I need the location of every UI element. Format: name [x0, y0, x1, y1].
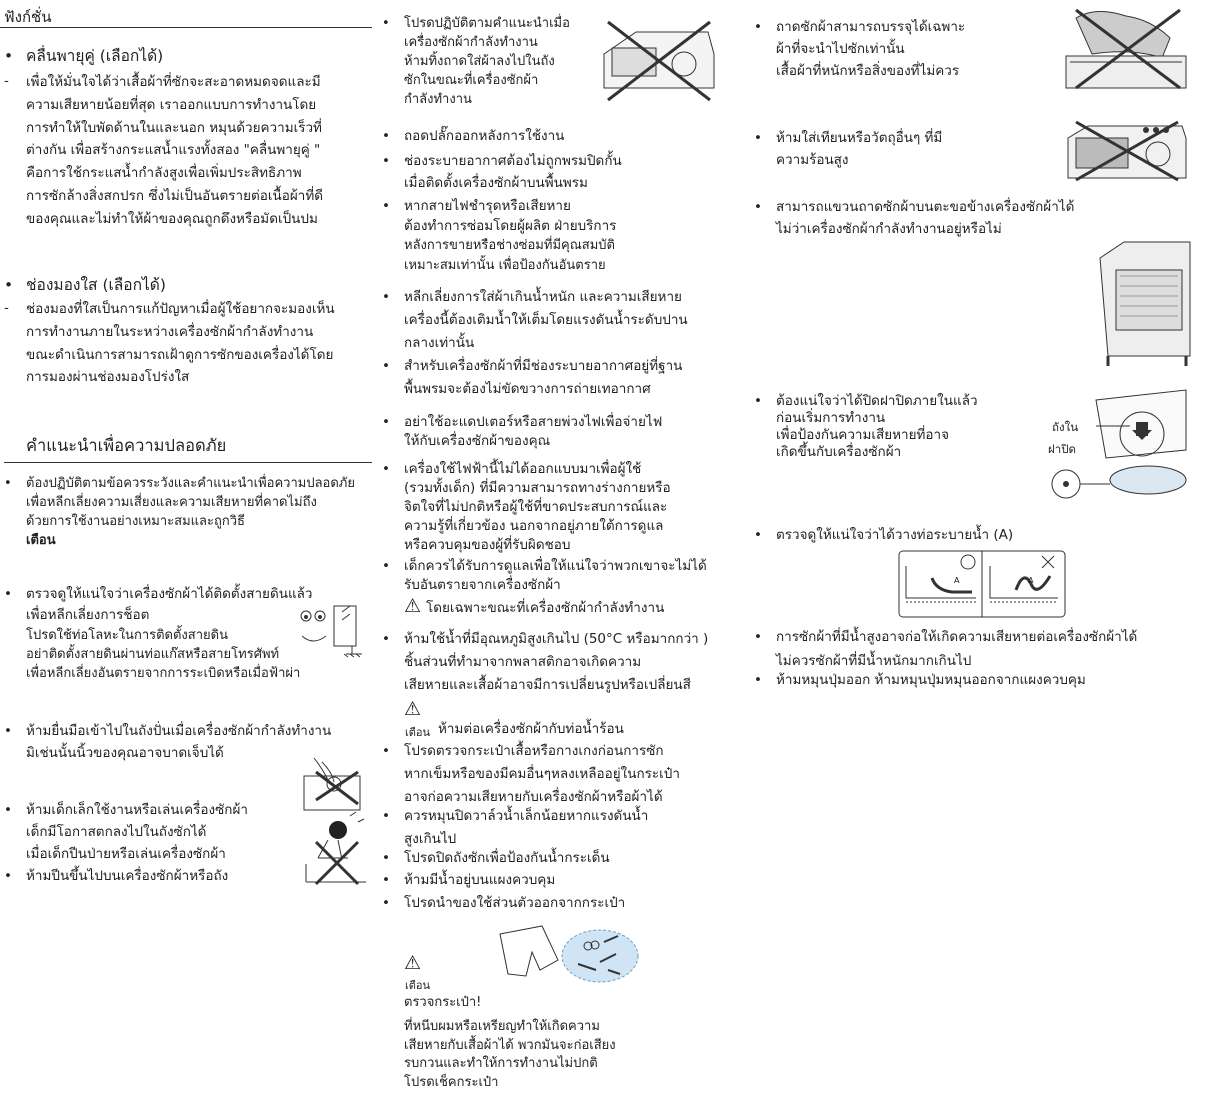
text-line: มิเช่นนั้นนิ้วของคุณอาจบาดเจ็บได้ — [26, 745, 224, 761]
text-line: ความรู้ที่เกี่ยวข้อง นอกจากอยู่ภายใต้การดูแล — [404, 518, 664, 534]
text-line: การซักล้างสิ่งสกปรก ซึ่งไม่เป็นอันตรายต่อเนื้อผ้าที่ดี — [26, 187, 323, 204]
text-line: • ช่องระบายอากาศต้องไม่ถูกพรมปิดกั้น — [404, 153, 622, 169]
text-line: • โปรดตรวจกระเป๋าเสื้อหรือกางเกงก่อนการซัก — [404, 743, 664, 759]
close-tub-item: • โปรดปิดถังซักเพื่อป้องกันน้ำกระเด็น — [404, 848, 610, 870]
vent-item — [404, 150, 622, 194]
text-line: ต่างกัน เพื่อสร้างกระแสน้ำแรงทั้งสอง "คลื่นพายุคู่ " — [26, 142, 321, 159]
text-line: • การซักผ้าที่มีน้ำสูงอาจก่อให้เกิดความเสียหายต่อเครื่องซักผ้าได้ — [776, 629, 1138, 645]
text-line: • ต้องปฏิบัติตามข้อควรระวังและคำแนะนำเพื่อความปลอดภัย — [26, 476, 355, 491]
hose-label-right: A — [1028, 576, 1034, 585]
climb-item: • ห้ามปีนขึ้นไปบนเครื่องซักผ้าหรือถัง — [26, 866, 228, 888]
ground-item — [26, 584, 313, 683]
knob-item: • ห้ามหมุนปุ่มออก ห้ามหมุนปุ่มหมุนออกจากแผงควบคุม — [776, 670, 1086, 692]
text-line: การมองผ่านช่องมองโปร่งใส — [26, 369, 190, 386]
section-title-functions: ฟังก์ชั่น — [4, 8, 52, 26]
inner-lid-item — [776, 393, 978, 461]
text-line: กำลังทำงาน — [404, 92, 472, 107]
base-vent-item — [404, 355, 682, 401]
text-line: ไม่ว่าเครื่องซักผ้ากำลังทำงานอยู่หรือไม่ — [776, 221, 1002, 237]
text-line: เสียหายและเสื้อผ้าอาจมีการเปลี่ยนรูปหรือเปลี่ยนสี — [404, 677, 691, 693]
text-line: • เด็กควรได้รับการดูแลเพื่อให้แน่ใจว่าพวกเขาจะไม่ได้ — [404, 558, 707, 574]
text-line: เพื่อป้องกันความเสียหายที่อาจ — [776, 427, 950, 443]
tray-in-tub-illustration — [598, 14, 720, 104]
overload-item — [404, 286, 688, 355]
text-line: ให้กับเครื่องซักผ้าของคุณ — [404, 433, 551, 449]
text-line: อย่าติดตั้งสายดินผ่านท่อแก๊สหรือสายโทรศัพท์ — [26, 647, 280, 662]
text-line: ผ้าที่จะนำไปซักเท่านั้น — [776, 41, 905, 57]
text-line: • อย่าใช้อะแดปเตอร์หรือสายพ่วงไฟเพื่อจ่ายไฟ — [404, 414, 663, 430]
text-line: • ต้องแน่ใจว่าได้ปิดฝาปิดภายในแล้ว — [776, 393, 978, 409]
warning-icon: ⚠ — [404, 952, 422, 974]
text-line: ที่หนีบผมหรือเหรียญทำให้เกิดความ — [404, 1019, 600, 1034]
label-lid: ฝาปิด — [1048, 442, 1076, 456]
text-line: • เครื่องใช้ไฟฟ้านี้ไม่ได้ออกแบบมาเพื่อผู้ใช้ — [404, 461, 642, 477]
text-line: ความร้อนสูง — [776, 152, 849, 168]
during-operation-note: โดยเฉพาะขณะที่เครื่องซักผ้ากำลังทำงาน — [426, 600, 665, 616]
label-inner-tub: ถังใน — [1052, 420, 1079, 434]
section-rule-safety — [4, 462, 372, 463]
text-line: ขณะดำเนินการสามารถเฝ้าดูการซักของเครื่องได้โดย — [26, 346, 334, 363]
text-line: เครื่องซักผ้ากำลังทำงาน — [404, 35, 538, 50]
text-line: จิตใจที่ไม่ปกติหรือผู้ใช้ที่ขาดประสบการณ์และ — [404, 499, 668, 515]
text-line: เสียหายกับเสื้อผ้าได้ พวกมันจะก่อเสียง — [404, 1037, 616, 1053]
child-item — [26, 799, 248, 865]
text-line: โปรดใช้ท่อโลหะในการติดตั้งสายดิน — [26, 628, 228, 643]
text-line: (รวมทั้งเด็ก) ที่มีความสามารถทางร่างกายหรือ — [404, 480, 671, 496]
text-line: การทำให้ใบพัดด้านในและนอก หมุนด้วยความเร็วที่ — [26, 119, 322, 136]
panel-water-item: • ห้ามมีน้ำอยู่บนแผงควบคุม — [404, 870, 555, 892]
text-line: กลางเท่านั้น — [404, 335, 475, 351]
window-body — [26, 298, 335, 389]
text-line: เครื่องนี้ต้องเติมน้ำให้เต็มโดยแรงดันน้ำระดับปาน — [404, 312, 688, 328]
supervise-item — [404, 557, 707, 595]
text-line: • โปรดปฏิบัติตามคำแนะนำเมื่อ — [404, 16, 570, 31]
pockets-illustration — [496, 924, 640, 986]
hang-tray-illustration — [1094, 236, 1196, 370]
text-line: คือการใช้กระแสน้ำกำลังสูงเพื่อเพิ่มประสิทธิภาพ — [26, 165, 302, 182]
text-line: หรือควบคุมของผู้ที่รับผิดชอบ — [404, 537, 571, 553]
warning-icon: ⚠ — [404, 698, 422, 720]
text-line: ห้ามทิ้งถาดใส่ผ้าลงไปในถัง — [404, 54, 555, 69]
wind-body — [26, 71, 323, 231]
text-line: • ห้ามเด็กเล็กใช้งานหรือเล่นเครื่องซักผ้า — [26, 802, 248, 818]
ground-illustration — [298, 602, 368, 658]
text-line: อาจก่อความเสียหายกับเครื่องซักผ้าหรือผ้าได้ — [404, 789, 663, 805]
candle-illustration — [1064, 118, 1190, 184]
hose-label-left: A — [954, 576, 960, 585]
section-title-safety: คำแนะนำเพื่อความปลอดภัย — [26, 436, 227, 455]
text-line: - เพื่อให้มั่นใจได้ว่าเสื้อผ้าที่ซักจะสะอาดหมดจดและมี — [26, 74, 321, 90]
text-line: • สามารถแขวนถาดซักผ้าบนตะขอข้างเครื่องซักผ้าได้ — [776, 199, 1075, 215]
text-line: เพื่อหลีกเลี่ยงอันตรายจากการระเบิดหรือเมื่อฟ้าผ่า — [26, 666, 301, 681]
pockets-item — [404, 740, 680, 809]
text-line: ชิ้นส่วนที่ทำมาจากพลาสติกอาจเกิดความ — [404, 654, 642, 670]
window-title: • ช่องมองใส (เลือกได้) — [26, 273, 166, 298]
drain-hose-item: • ตรวจดูให้แน่ใจว่าได้วางท่อระบายน้ำ (A) — [776, 525, 1013, 547]
text-line: เมื่อติดตั้งเครื่องซักผ้าบนพื้นพรม — [404, 175, 588, 191]
text-line: • ตรวจดูให้แน่ใจว่าเครื่องซักผ้าได้ติดตั้งสายดินแล้ว — [26, 586, 313, 602]
hand-illustration — [300, 754, 370, 814]
text-line: ไม่ควรซักผ้าที่มีน้ำหนักมากเกินไป — [776, 653, 972, 669]
warning-small-label: เตือน — [405, 979, 431, 992]
valve-item — [404, 805, 648, 851]
warning-icon: ⚠ — [404, 595, 422, 617]
text-line: รบกวนและทำให้การทำงานไม่ปกติ — [404, 1056, 598, 1071]
text-line: เพื่อหลีกเลี่ยงความเสี่ยงและความเสียหายที่คาดไม่ถึง — [26, 495, 317, 510]
text-line: ของคุณและไม่ทำให้ผ้าของคุณถูกดึงหรือมัดเป็นปม — [26, 210, 318, 227]
text-line: • สำหรับเครื่องซักผ้าที่มีช่องระบายอากาศอยู่ที่ฐาน — [404, 358, 683, 374]
text-line: เกิดขึ้นกับเครื่องซักผ้า — [776, 444, 902, 460]
text-line: ความเสียหายน้อยที่สุด เราออกแบบการทำงานโดย — [26, 96, 317, 113]
text-line: ก่อนเริ่มการทำงาน — [776, 410, 886, 426]
inner-lid-illustration — [1046, 388, 1198, 502]
high-water-item — [776, 625, 1137, 673]
text-line: เหมาะสมเท่านั้น เพื่อป้องกันอันตราย — [404, 258, 606, 273]
text-line: • ถาดซักผ้าสามารถบรรจุได้เฉพาะ — [776, 19, 966, 35]
wind-title: • คลื่นพายุคู่ (เลือกได้) — [26, 44, 163, 69]
heavy-clothes-illustration — [1062, 4, 1192, 92]
text-line: โปรดเช็คกระเป๋า — [404, 1074, 499, 1090]
text-line: เด็กมีโอกาสตกลงไปในถังซักได้ — [26, 824, 207, 840]
text-line: ด้วยการใช้งานอย่างเหมาะสมและถูกวิธี — [26, 514, 245, 529]
check-pockets-body — [404, 1018, 616, 1092]
tray-item — [776, 16, 965, 82]
text-line: ซักในขณะที่เครื่องซักผ้า — [404, 73, 539, 88]
text-line: ต้องทำการซ่อมโดยผู้ผลิต ฝ่ายบริการ — [404, 218, 617, 234]
safety-intro — [26, 474, 355, 550]
hot-water-item — [404, 628, 708, 697]
text-line: หากเข็มหรือของมีคมอื่นๆหลงเหลืออยู่ในกระเป๋า — [404, 766, 680, 782]
text-line: • ห้ามยื่นมือเข้าไปในถังปั่นเมื่อเครื่องซักผ้ากำลังทำงาน — [26, 723, 332, 739]
warning-label: เตือน — [26, 533, 56, 548]
text-line: • หากสายไฟชำรุดหรือเสียหาย — [404, 198, 571, 214]
persons-item — [404, 460, 671, 555]
text-line: เสื้อผ้าที่หนักหรือสิ่งของที่ไม่ควร — [776, 63, 960, 79]
text-line: เพื่อหลีกเลี่ยงการช็อต — [26, 607, 150, 623]
text-line: การทำงานภายในระหว่างเครื่องซักผ้ากำลังทำงาน — [26, 323, 314, 340]
hand-item — [26, 720, 331, 764]
follow-item — [404, 14, 570, 109]
text-line: เมื่อเด็กปีนป่ายหรือเล่นเครื่องซักผ้า — [26, 846, 226, 862]
child-illustration — [298, 806, 370, 886]
text-line: - ช่องมองที่ใสเป็นการแก้ปัญหาเมื่อผู้ใช้อยากจะมองเห็น — [26, 301, 335, 317]
text-line: • ห้ามใส่เทียนหรือวัตถุอื่นๆ ที่มี — [776, 130, 943, 146]
check-pockets-title: ตรวจกระเป๋า! — [404, 995, 482, 1010]
hang-tray-item — [776, 196, 1074, 240]
warning-small-label: เตือน — [405, 726, 431, 739]
candle-item — [776, 127, 942, 171]
text-line: • หลีกเลี่ยงการใส่ผ้าเกินน้ำหนัก และความเสียหาย — [404, 289, 682, 305]
text-line: หลังการขายหรือช่างซ่อมที่มีคุณสมบัติ — [404, 238, 615, 253]
hot-pipe-warning: ห้ามต่อเครื่องซักผ้ากับท่อน้ำร้อน — [438, 721, 624, 737]
text-line: • ห้ามใช้น้ำที่มีอุณหภูมิสูงเกินไป (50°C หรือมากกว่า ) — [404, 631, 709, 647]
text-line: พื้นพรมจะต้องไม่ขัดขวางการถ่ายเทอากาศ — [404, 381, 651, 397]
cord-item — [404, 196, 616, 276]
text-line: รับอันตรายจากเครื่องซักผ้า — [404, 577, 561, 593]
text-line: สูงเกินไป — [404, 831, 457, 847]
drain-hose-diagram — [898, 550, 1066, 618]
unplug-item: • ถอดปลั๊กออกหลังการใช้งาน — [404, 126, 564, 148]
section-rule-functions — [0, 27, 372, 28]
text-line: • ควรหมุนปิดวาล์วน้ำเล็กน้อยหากแรงดันน้ำ — [404, 808, 649, 824]
remove-items-item: • โปรดนำของใช้ส่วนตัวออกจากกระเป๋า — [404, 893, 625, 915]
adapter-item — [404, 413, 662, 451]
